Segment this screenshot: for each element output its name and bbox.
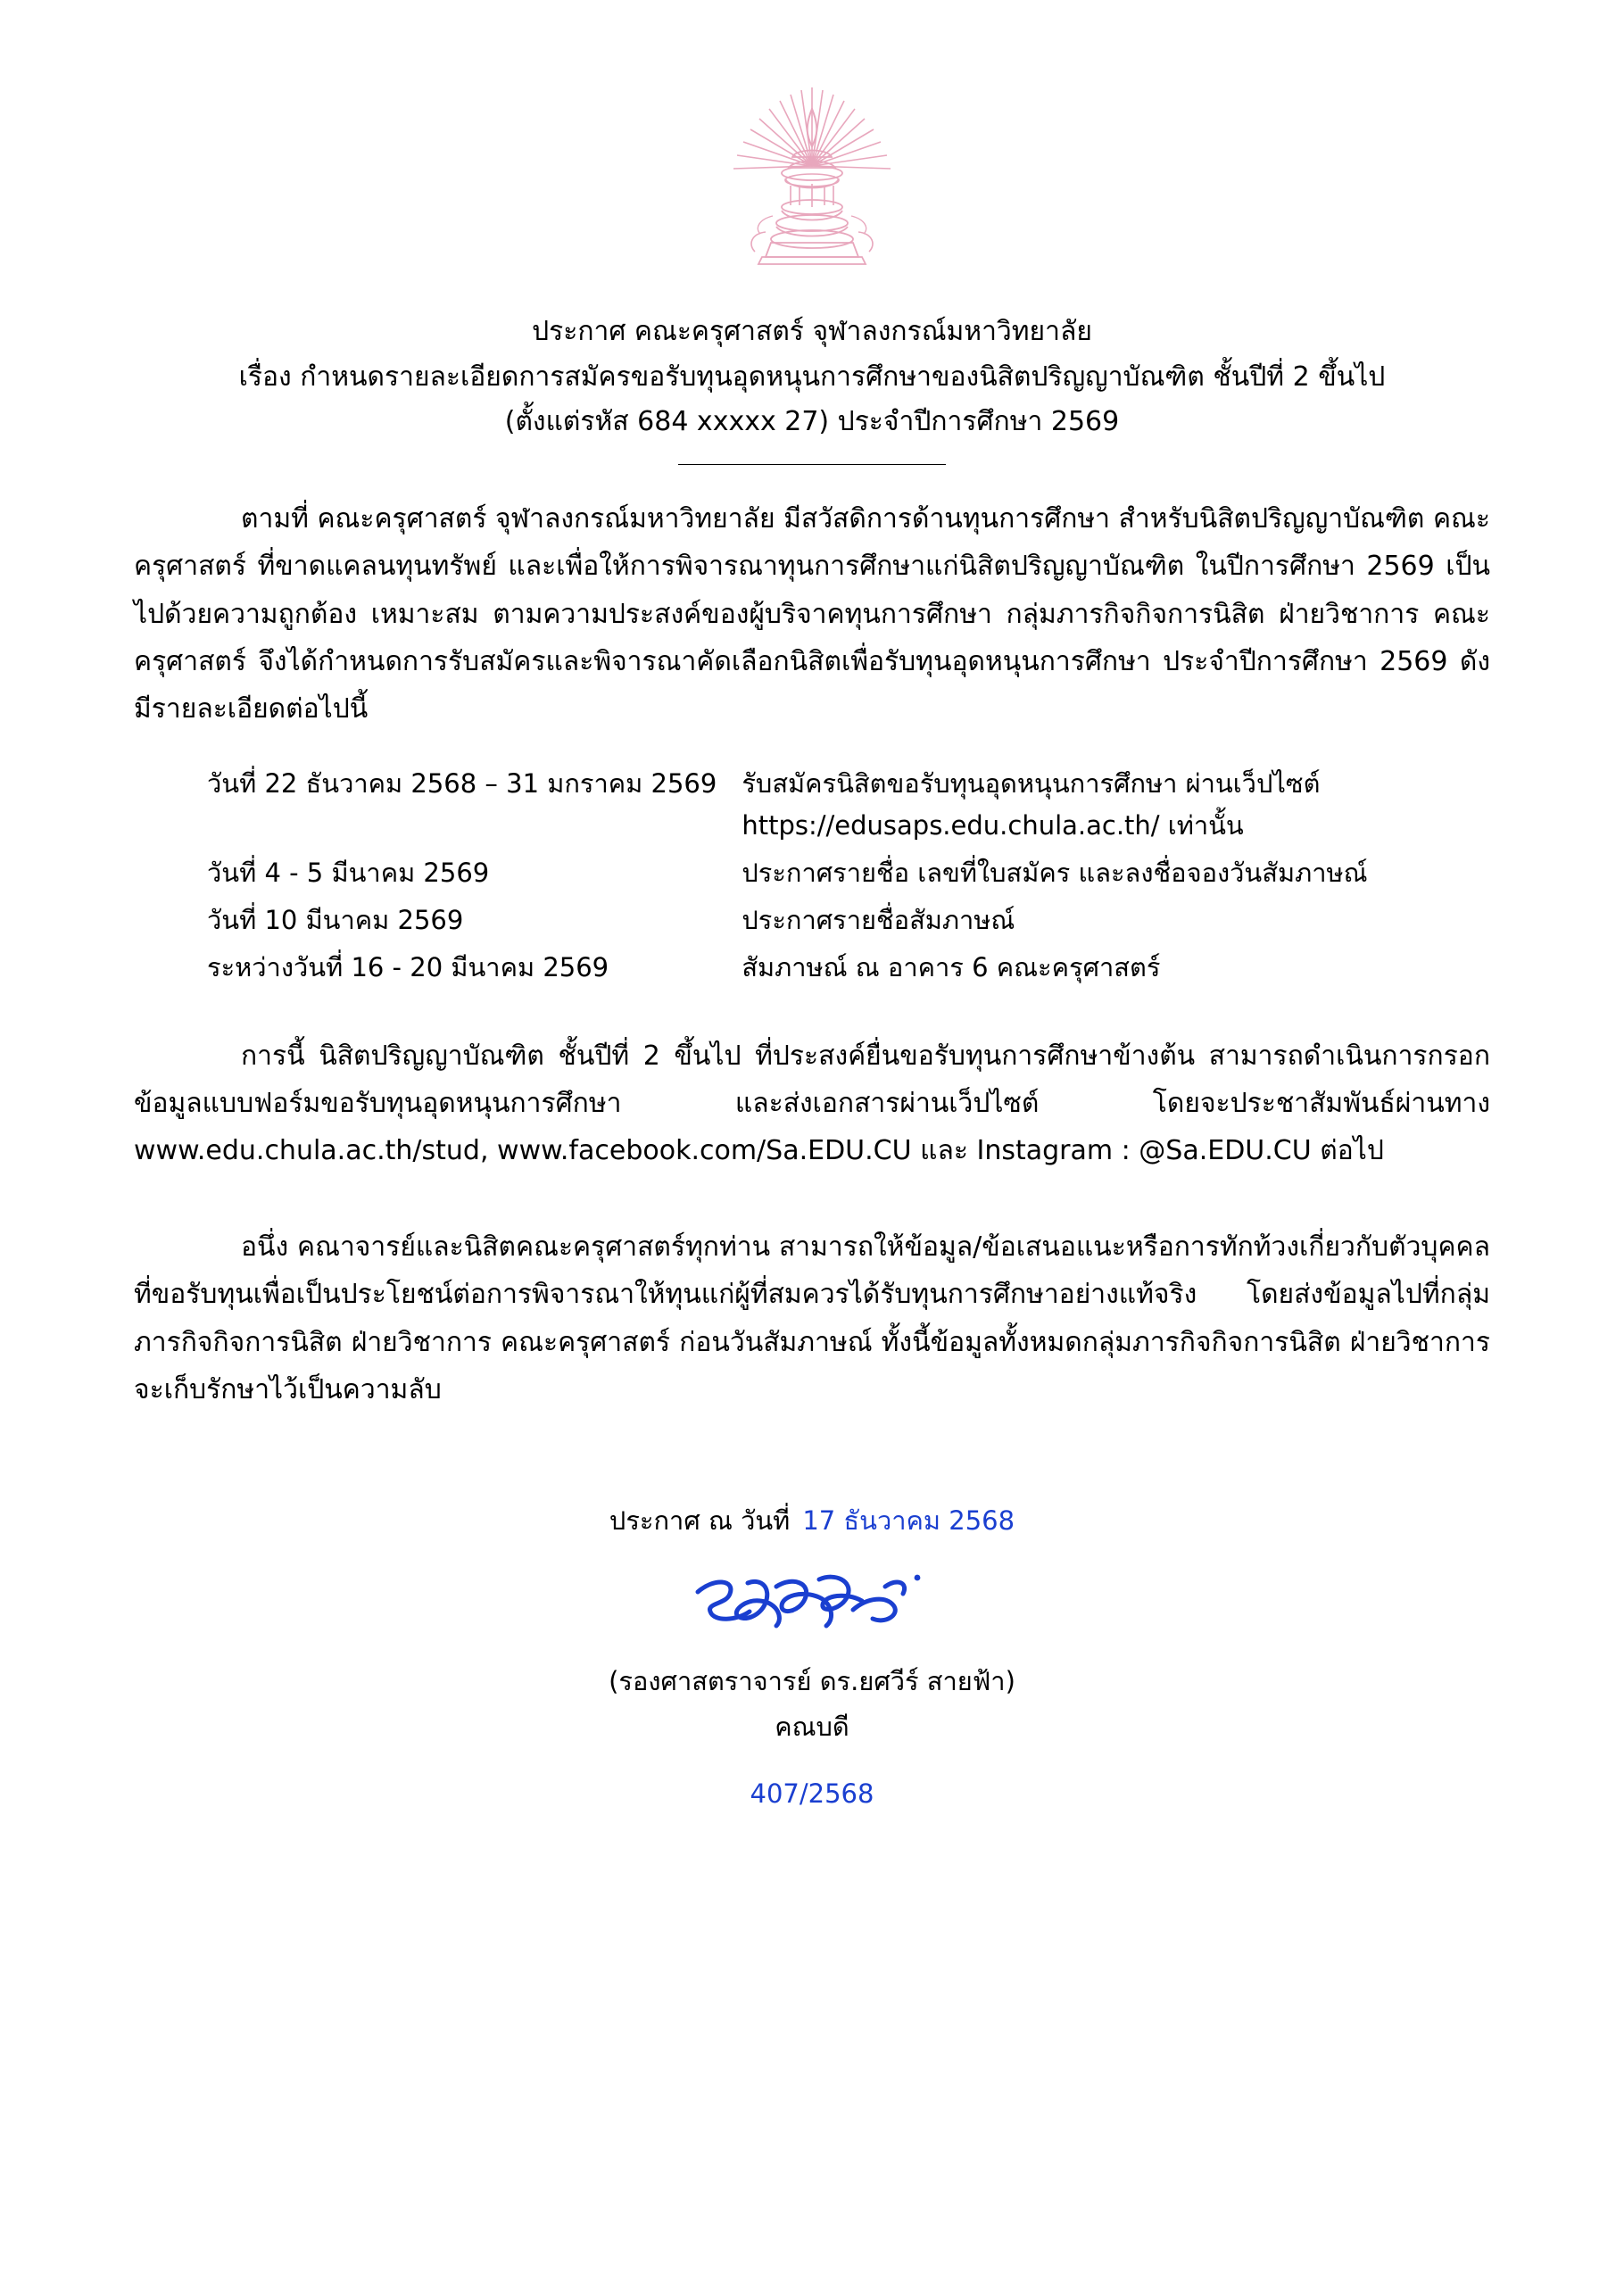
schedule-date-1: วันที่ 4 - 5 มีนาคม 2569 [207, 857, 490, 888]
table-row [134, 760, 1490, 850]
schedule-activity-0 [717, 760, 1490, 850]
schedule-activity-0-line1: รับสมัครนิสิตขอรับทุนอุดหนุนการศึกษา ผ่านเว็ปไซต์ [742, 767, 1321, 799]
schedule-activity-1: ประกาศรายชื่อ เลขที่ใบสมัคร และลงชื่อจองวันสัมภาษณ์ [742, 857, 1368, 888]
schedule-activity-3: สัมภาษณ์ ณ อาคาร 6 คณะครุศาสตร์ [742, 951, 1161, 982]
announce-date-value: 17 ธันวาคม 2568 [802, 1505, 1015, 1537]
table-row [134, 897, 1490, 944]
spacer [134, 1184, 1490, 1223]
document-number: 407/2568 [750, 1778, 874, 1810]
paragraph-application-text: การนี้ นิสิตปริญญาบัณฑิต ชั้นปีที่ 2 ขึ้นไป ที่ประสงค์ยื่นขอรับทุนการศึกษาข้างต้น สามารถดำเนินการกรอกข้อมูลแบบฟอร์มขอรับทุนอุดหนุนการศึกษา และส่งเอกสารผ่านเว็ปไซต์ โดยจะประชาสัมพันธ์ผ่านทาง www.edu.chula.ac.th/stud, www.facebook.com/Sa.EDU.CU และ Instagram : @Sa.EDU.CU ต่อไป [134, 1040, 1490, 1167]
schedule-activity-2: ประกาศรายชื่อสัมภาษณ์ [742, 904, 1015, 935]
heading-line-2: เรื่อง กำหนดรายละเอียดการสมัครขอรับทุนอุดหนุนการศึกษาของนิสิตปริญญาบัณฑิต ชั้นปีที่ 2 ขึ้นไป [238, 361, 1386, 393]
signature-block [134, 1499, 1490, 1816]
heading-line-1: ประกาศ คณะครุศาสตร์ จุฬาลงกรณ์มหาวิทยาลัย [532, 316, 1092, 347]
announce-date-label: ประกาศ ณ วันที่ [609, 1505, 791, 1537]
table-row [134, 944, 1490, 991]
chulalongkorn-university-emblem-icon [696, 80, 928, 294]
schedule-table [134, 760, 1490, 991]
paragraph-application [134, 1032, 1490, 1175]
handwritten-signature-icon [678, 1556, 946, 1654]
schedule-date-2: วันที่ 10 มีนาคม 2569 [207, 904, 464, 935]
announce-date-line [609, 1499, 1015, 1543]
emblem-container [134, 80, 1490, 294]
schedule-date-3: ระหว่างวันที่ 16 - 20 มีนาคม 2569 [207, 951, 609, 982]
paragraph-confidentiality [134, 1223, 1490, 1414]
dean-title: คณบดี [775, 1711, 849, 1742]
schedule-date-0: วันที่ 22 ธันวาคม 2568 – 31 มกราคม 2569 [207, 767, 717, 799]
paragraph-background [134, 495, 1490, 734]
document-heading [134, 311, 1490, 444]
paragraph-confidentiality-text: อนึ่ง คณาจารย์และนิสิตคณะครุศาสตร์ทุกท่าน สามารถให้ข้อมูล/ข้อเสนอแนะหรือการทักท้วงเกี่ยวกับตัวบุคคลที่ขอรับทุนเพื่อเป็นประโยชน์ต่อการพิจารณาให้ทุนแก่ผู้ที่สมควรได้รับทุนการศึกษาอย่างแท้จริง โดยส่งข้อมูลไปที่กลุ่มภารกิจกิจการนิสิต ฝ่ายวิชาการ คณะครุศาสตร์ ก่อนวันสัมภาษณ์ ทั้งนี้ข้อมูลทั้งหมดกลุ่มภารกิจกิจการนิสิต ฝ่ายวิชาการ จะเก็บรักษาไว้เป็นความลับ [134, 1231, 1490, 1405]
heading-divider [678, 464, 946, 465]
spacer [134, 1009, 1490, 1032]
heading-line-3: (ตั้งแต่รหัส 684 xxxxx 27) ประจำปีการศึกษา 2569 [504, 406, 1120, 438]
paragraph-background-text: ตามที่ คณะครุศาสตร์ จุฬาลงกรณ์มหาวิทยาลัย มีสวัสดิการด้านทุนการศึกษา สำหรับนิสิตปริญญาบัณฑิต คณะครุศาสตร์ ที่ขาดแคลนทุนทรัพย์ และเพื่อให้การพิจารณาทุนการศึกษาแก่นิสิตปริญญาบัณฑิต ในปีการศึกษา 2569 เป็นไปด้วยความถูกต้อง เหมาะสม ตามความประสงค์ของผู้บริจาคทุนการศึกษา กลุ่มภารกิจกิจการนิสิต ฝ่ายวิชาการ คณะครุศาสตร์ จึงได้กำหนดการรับสมัครและพิจารณาคัดเลือกนิสิตเพื่อรับทุนอุดหนุนการศึกษา ประจำปีการศึกษา 2569 ดังมีรายละเอียดต่อไปนี้ [134, 502, 1490, 725]
dean-name: (รองศาสตราจารย์ ดร.ยศวีร์ สายฟ้า) [609, 1665, 1015, 1696]
schedule-activity-0-line2: https://edusaps.edu.chula.ac.th/ เท่านั้น [742, 809, 1244, 841]
table-row [134, 850, 1490, 897]
